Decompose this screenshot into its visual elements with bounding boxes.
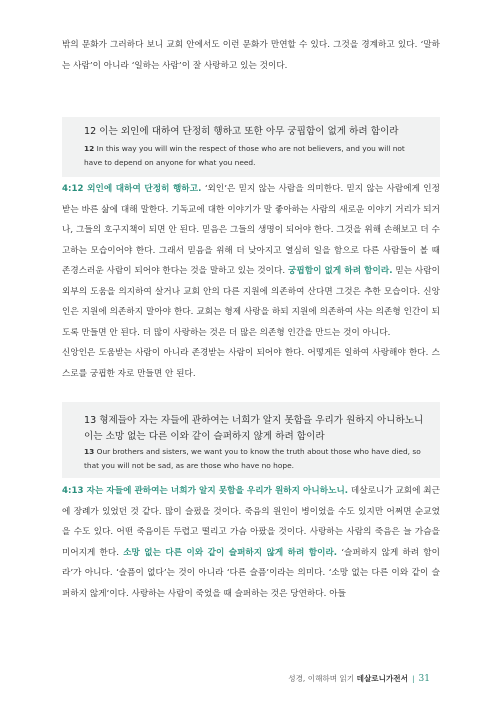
page-footer [288, 673, 430, 684]
verse-12-english-text: In this way you will win the respect of those who are not believers, and you will not have to depend on anyone for what you need. [84, 144, 405, 167]
footer-series: 성경, 이해하며 읽기 [288, 674, 355, 683]
commentary-12-text-3: 신앙인은 도움받는 사람이 아니라 존경받는 사람이 되어야 한다. 어떻게든 일하여 사랑해야 한다. 스스로를 궁핍한 자로 만들면 안 된다. [62, 348, 440, 379]
verse-12-korean: 12 이는 외인에 대하여 단정히 행하고 또한 아무 궁핍함이 없게 하려 함이라 [84, 126, 399, 137]
commentary-12-text-2: 믿는 사람이 외부의 도움을 의지하여 살거나 교회 안의 다른 지원에 의존하여 산다면 그것은 추한 모습이다. 신앙인은 지원에 의존하지 말아야 한다. 교회는 형제 사랑을 하되 지원에 의존하여 사는 의존형 인간이 되도록 만들면 안 된다. 더 많이 사랑하는 것은 더 많은 의존형 인간을 만드는 것이 아니다. [62, 266, 440, 338]
verse-13-korean: 13 형제들아 자는 자들에 관하여는 너희가 알지 못함을 우리가 원하지 아니하노니 이는 소망 없는 다른 이와 같이 슬퍼하지 않게 하려 함이라 [84, 415, 424, 442]
commentary-13-text-1: 데살로니가 교회에 최근에 장례가 있었던 것 같다. 많이 슬펐을 것이다. 죽음의 원인이 병이었을 수도 있지만 어쩌면 순교였을 수도 있다. 어떤 죽음이든 두렵고 떨리고 가슴 아팠을 것이다. 사랑하는 사람의 죽음은 늘 가슴을 미어지게 한다. [62, 486, 440, 558]
verse-13-english-text: Our brothers and sisters, we want you to know the truth about those who have died, so that you will not be sad, as are those who have no hope. [84, 447, 421, 470]
intro-text: 밖의 문화가 그러하다 보니 교회 안에서도 이런 문화가 만연할 수 있다. 그것을 경계하고 있다. ‘말하는 사람’이 아니라 ‘일하는 사람’이 잘 사랑하고 있는 것이다. [62, 40, 440, 71]
footer-separator: | [411, 674, 415, 683]
commentary-12-lead-1: 4:12 외인에 대하여 단정히 행하고. [62, 184, 202, 194]
commentary-12-text-1: ‘외인’은 믿지 않는 사람을 의미한다. 믿지 않는 사람에게 인정받는 바른 삶에 대해 말한다. 기독교에 대한 이야기가 말 좋아하는 사람의 새로운 이야기 거리가 되거나, 그들의 호구지책이 되면 안 된다. 믿음은 그들의 생명이 되어야 한다. 그것을 위해 손해보고 더 수고하는 모습이어야 한다. 그래서 믿음을 위해 더 낮아지고 열심히 일을 함으로 다른 사람들이 볼 때 존경스러운 사람이 되어야 한다는 것을 말하고 있는 것이다. [62, 184, 440, 276]
commentary-12-paragraph [62, 179, 440, 384]
verse-12-english-number: 12 [84, 144, 95, 153]
verse-12-english [84, 142, 424, 169]
verse-box-12 [62, 117, 440, 177]
commentary-13-paragraph [62, 481, 440, 604]
commentary-13-lead-1: 4:13 자는 자들에 관하여는 너희가 알지 못함을 우리가 원하지 아니하노니. [62, 486, 349, 496]
commentary-13-lead-2: 소망 없는 다른 이와 같이 슬퍼하지 않게 하려 함이라. [123, 547, 338, 558]
intro-paragraph [62, 35, 440, 76]
footer-book-title: 데살로니가전서 [356, 674, 408, 683]
page-number: 31 [418, 674, 430, 684]
commentary-12-lead-2: 궁핍함이 없게 하려 함이라. [288, 266, 393, 276]
commentary-13-text-2: ‘슬퍼하지 않게 하려 함이라’가 아니다. ‘슬픔이 없다’는 것이 아니라 ‘다른 슬픔’이라는 의미다. ‘소망 없는 다른 이와 같이 슬퍼하지 않게’이다. 사랑하는 사람이 죽었을 때 슬퍼하는 것은 당연하다. 아들 [62, 547, 440, 599]
verse-13-english [84, 445, 424, 472]
verse-13-english-number: 13 [84, 447, 95, 456]
verse-box-13 [62, 402, 440, 478]
